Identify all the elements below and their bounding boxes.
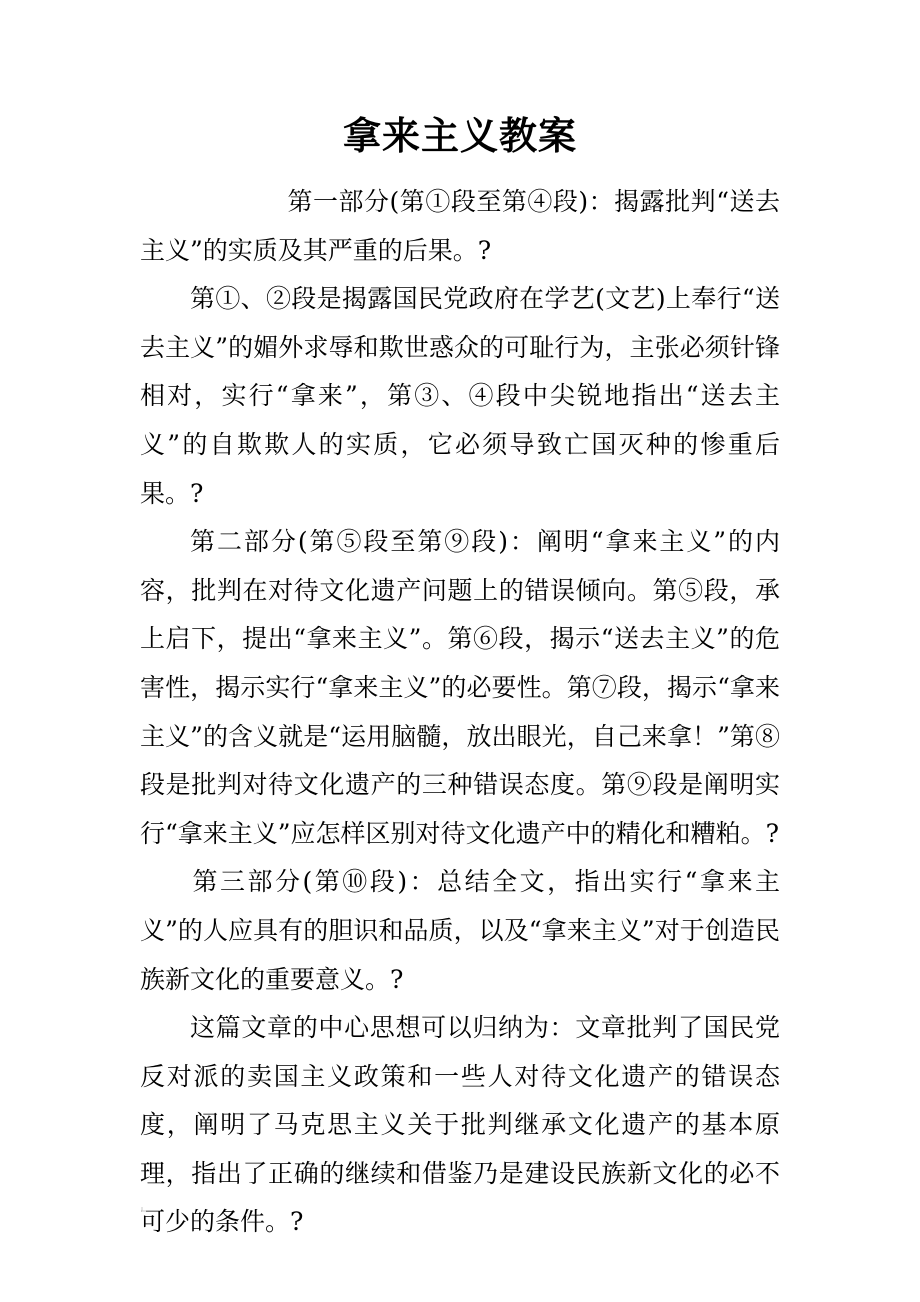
paragraph-part-two: 第二部分(第⑤段至第⑨段)：阐明“拿来主义”的内容，批判在对待文化遗产问题上的错误倾向。第⑤段，承上启下，提出“拿来主义”。第⑥段，揭示“送去主义”的危害性，揭示实行“拿来主义”的必要性。第⑦段，揭示“拿来主义”的含义就是“运用脑髓，放出眼光，自己来拿！”第⑧段是批判对待文化遗产的三种错误态度。第⑨段是阐明实行“拿来主义”应怎样区别对待文化遗产中的精化和糟粕。? — [140, 527, 780, 848]
paragraph-central-idea: 这篇文章的中心思想可以归纳为：文章批判了国民党反对派的卖国主义政策和一些人对待文化遗产的错误态度，阐明了马克思主义关于批判继承文化遗产的基本原理，指出了正确的继续和借鉴乃是建设民族新文化的必不可少的条件。? — [140, 1013, 780, 1237]
paragraph-part-one: 第一部分(第①段至第④段)：揭露批判“送去主义”的实质及其严重的后果。? — [140, 187, 780, 265]
paragraph-part-three: 第三部分(第⑩段)：总结全文，指出实行“拿来主义”的人应具有的胆识和品质，以及“拿来主义”对于创造民族新文化的重要意义。? — [140, 867, 780, 994]
document-title: 拿来主义教案 — [342, 113, 577, 158]
paragraph-sections-1-4: 第①、②段是揭露国民党政府在学艺(文艺)上奉行“送去主义”的媚外求辱和欺世惑众的可耻行为，主张必须针锋相对，实行“拿来”，第③、④段中尖锐地指出“送去主义”的自欺欺人的实质，它必须导致亡国灭种的惨重后果。? — [140, 284, 780, 508]
document-body — [140, 178, 780, 1247]
corner-mark-icon — [141, 1206, 147, 1212]
